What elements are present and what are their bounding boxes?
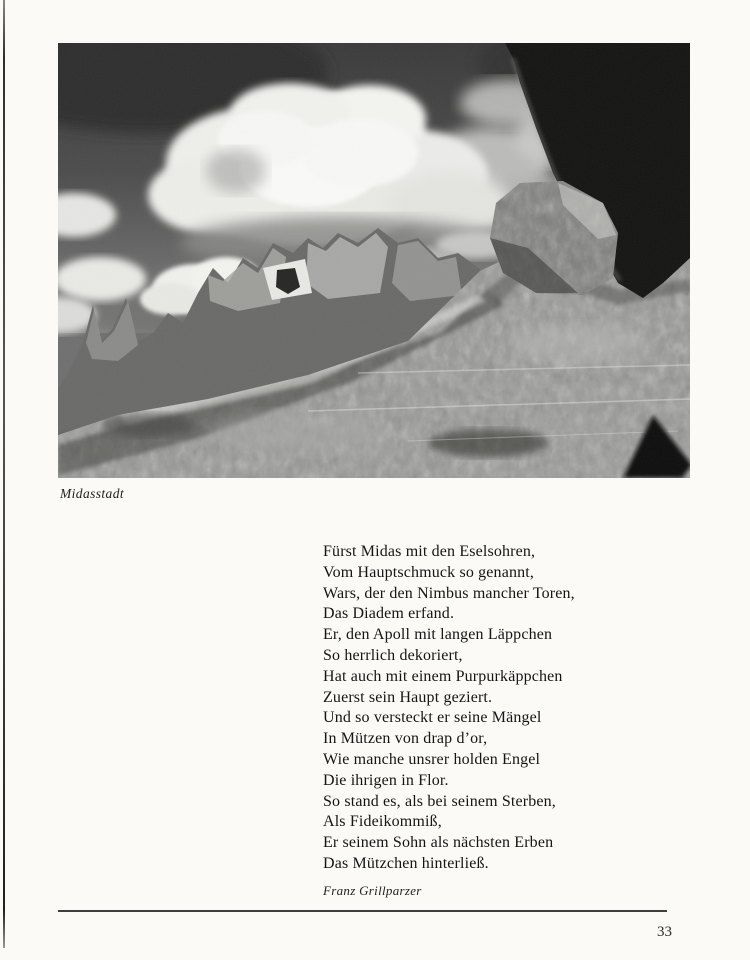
poem-line: Er seinem Sohn als nächsten Erben — [323, 834, 554, 852]
poem-line: Wie manche unsrer holden Engel — [323, 750, 541, 768]
footer-rule — [58, 910, 667, 912]
poem-line: Fürst Midas mit den Eselsohren, — [323, 543, 536, 560]
binding-edge — [3, 0, 5, 948]
poem-line: Als Fideikommiß, — [323, 813, 442, 831]
poem-line: Wars, der den Nimbus mancher Toren, — [323, 584, 575, 602]
poem-attribution: Franz Grillparzer — [323, 882, 422, 898]
poem-line: So herrlich dekoriert, — [323, 646, 463, 664]
landscape-photo-art — [58, 43, 690, 478]
poem-line: Vom Hauptschmuck so genannt, — [323, 563, 534, 581]
poem-line: Das Diadem erfand. — [323, 605, 455, 623]
poem-line: Und so versteckt er seine Mängel — [323, 709, 542, 727]
poem — [323, 542, 653, 902]
page-number: 33 — [657, 924, 672, 940]
poem-line: Hat auch mit einem Purpurkäppchen — [323, 667, 563, 685]
photo-caption: Midasstadt — [60, 486, 125, 501]
poem-line: Zuerst sein Haupt geziert. — [323, 688, 493, 706]
midasstadt-photo — [58, 43, 690, 478]
poem-lines — [323, 542, 653, 875]
poem-line: So stand es, als bei seinem Sterben, — [323, 792, 556, 810]
poem-line: In Mützen von drap d’or, — [323, 730, 488, 748]
poem-line: Das Mützchen hinterließ. — [323, 854, 489, 872]
poem-line: Er, den Apoll mit langen Läppchen — [323, 626, 553, 644]
poem-line: Die ihrigen in Flor. — [323, 771, 449, 789]
